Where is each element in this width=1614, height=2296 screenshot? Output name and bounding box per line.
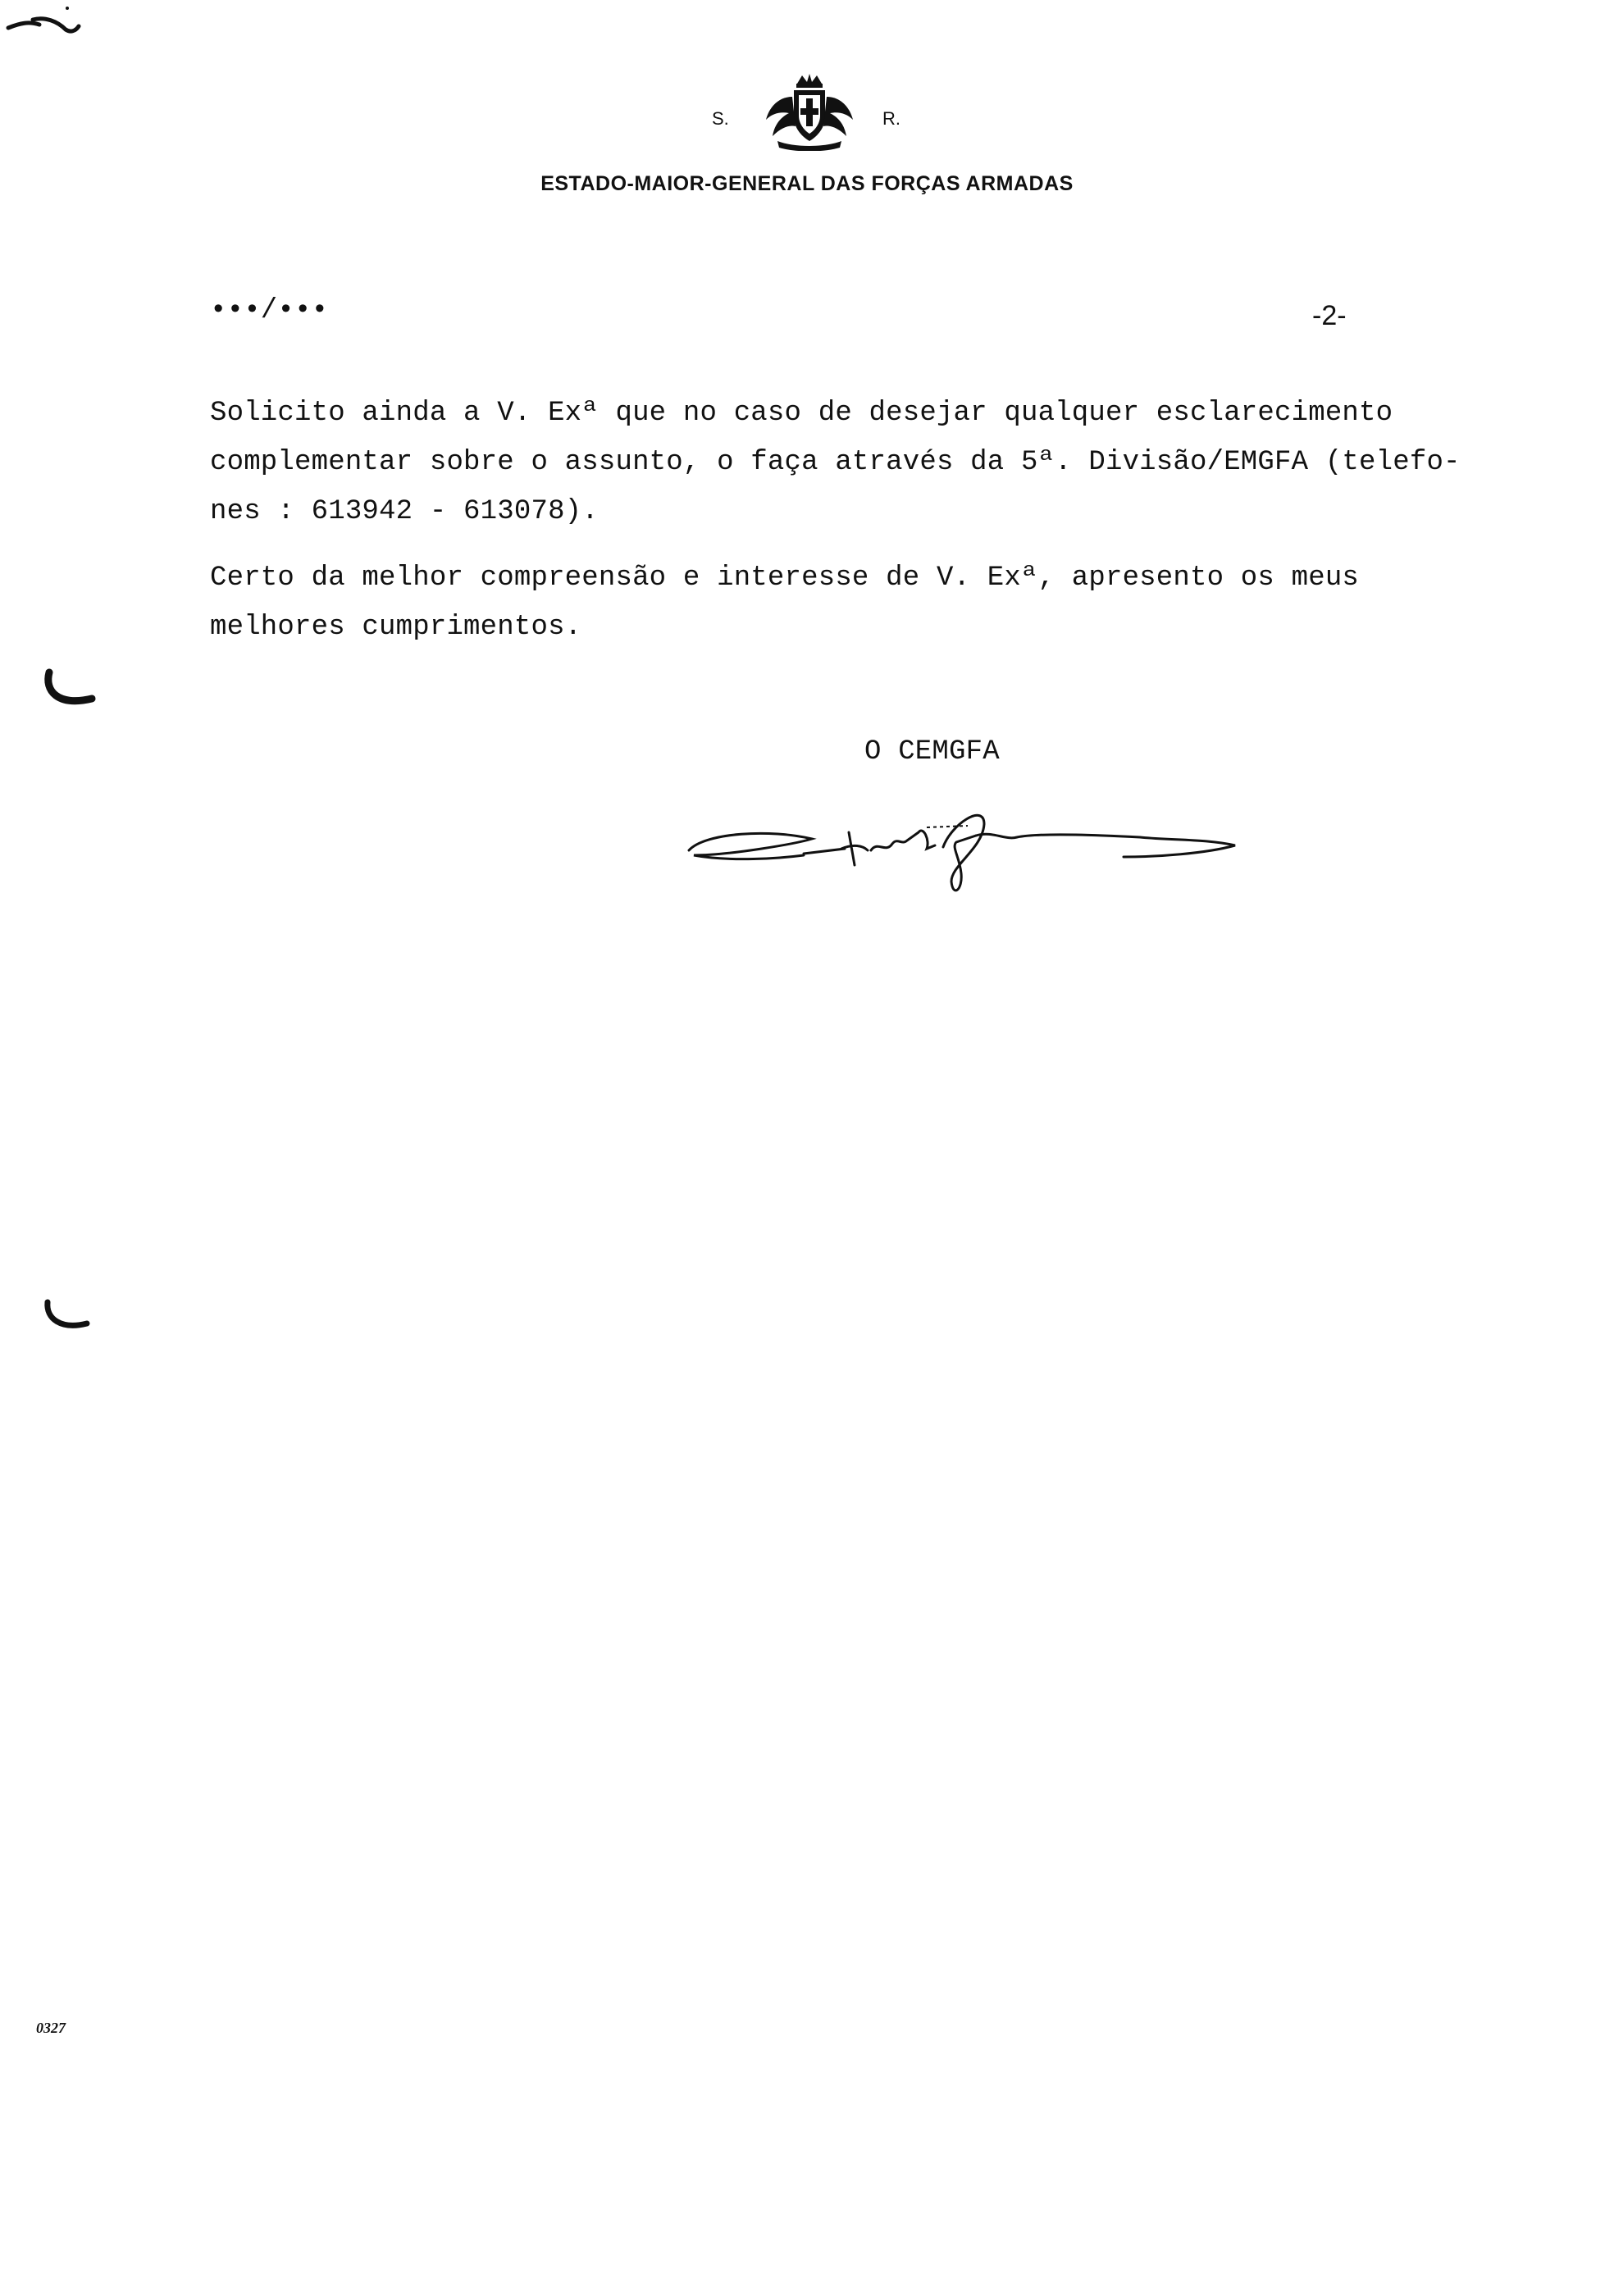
body-paragraph-2: Certo da melhor compreensão e interesse de V. Exª, apresento os meus melhores cumprimentos. [210, 563, 1360, 643]
coat-of-arms-icon [761, 72, 858, 151]
body-paragraph-1: Solicito ainda a V. Exª que no caso de desejar qualquer esclarecimento complementar sobre o assunto, o faça através da 5ª. Divisão/EMGFA (telefo- nes : 613942 - 613078). [210, 398, 1461, 527]
punch-hole-mark-icon [33, 1294, 107, 1343]
punch-hole-mark-icon [33, 666, 107, 715]
page-number: -2- [1312, 300, 1347, 331]
handwritten-signature-icon [681, 808, 1247, 906]
scan-mark-icon [0, 0, 90, 49]
continuation-marker: •••/••• [210, 295, 329, 326]
organization-name: ESTADO-MAIOR-GENERAL DAS FORÇAS ARMADAS [540, 172, 1074, 195]
letterhead-right-mark: R. [882, 108, 900, 129]
signature-title: O CEMGFA [864, 736, 1000, 768]
letterhead-left-mark: S. [712, 108, 729, 129]
document-code: 0327 [36, 2020, 66, 2036]
